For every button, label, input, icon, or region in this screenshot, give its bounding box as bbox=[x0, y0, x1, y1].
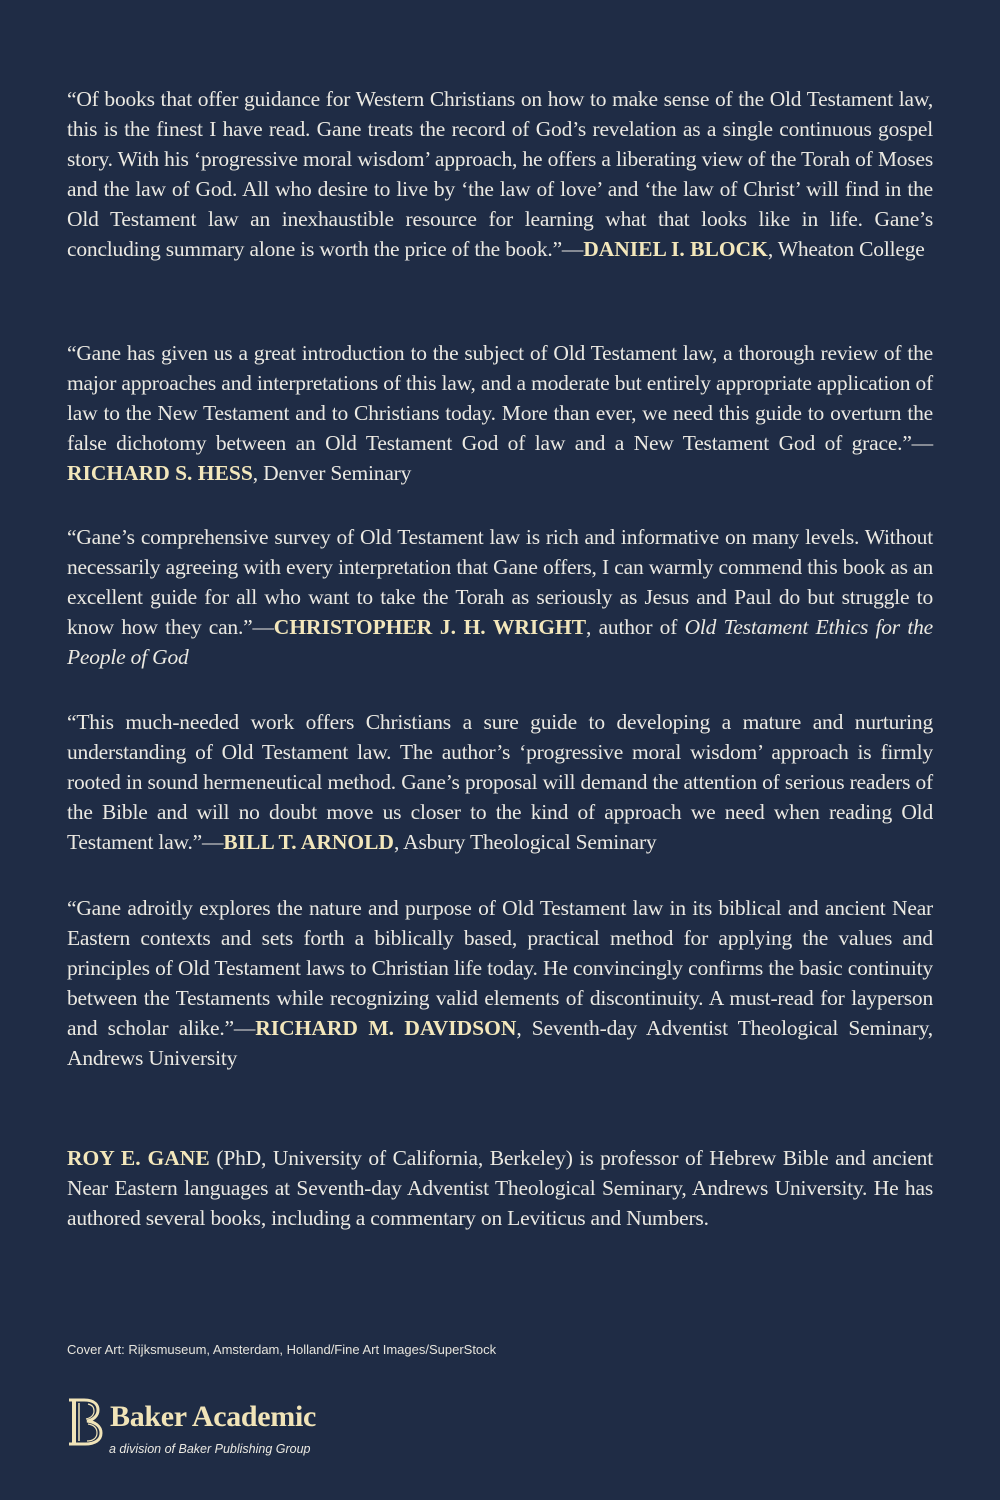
author-bio bbox=[67, 1143, 933, 1233]
endorsement-block bbox=[67, 893, 933, 1073]
endorser-affiliation: , Asbury Theological Seminary bbox=[393, 830, 657, 854]
endorsement-block bbox=[67, 84, 933, 264]
endorsement-block bbox=[67, 338, 933, 488]
endorsement-quote: “Of books that offer guidance for Western Christians on how to make sense of the Old Testament law, this is the finest I have read. Gane treats the record of God’s revelation as a single continuous gospel story. With his ‘progressive moral wisdom’ approach, he offers a liberating view of the Torah of Moses and the law of God. All who desire to live by ‘the law of love’ and ‘the law of Christ’ will find in the Old Testament law an inexhaustible resource for learning what that looks like in life. Gane’s concluding summary alone is worth the price of the book.”— bbox=[67, 87, 933, 261]
cover-art-credit: Cover Art: Rijksmuseum, Amsterdam, Holland/Fine Art Images/SuperStock bbox=[67, 1342, 497, 1357]
endorsement-quote: “This much-needed work offers Christians a sure guide to developing a mature and nurturing understanding of Old Testament law. The author’s ‘progressive moral wisdom’ approach is firmly rooted in sound hermeneutical method. Gane’s proposal will demand the attention of serious readers of the Bible and will no doubt move us closer to the kind of approach we need when reading Old Testament law.”— bbox=[67, 710, 933, 854]
endorser-affiliation: , Denver Seminary bbox=[252, 461, 412, 485]
endorsement-quote: “Gane has given us a great introduction to the subject of Old Testament law, a thorough review of the major approaches and interpretations of this law, and a moderate but entirely appropriate application of law to the New Testament and to Christians today. More than ever, we need this guide to overturn the false dichotomy between an Old Testament God of law and a New Testament God of grace.”— bbox=[67, 341, 933, 455]
endorser-affiliation: , author of bbox=[586, 615, 685, 639]
endorsement-quote: “Gane’s comprehensive survey of Old Testament law is rich and informative on many levels. Without necessarily agreeing with every interpretation that Gane offers, I can warmly commend this book as an excellent guide for all who want to take the Torah as seriously as Jesus and Paul do but struggle to know how they can.”— bbox=[67, 525, 933, 639]
author-name: ROY E. GANE bbox=[67, 1146, 210, 1170]
publisher-subtitle: a division of Baker Publishing Group bbox=[109, 1442, 311, 1456]
endorser-name: DANIEL I. BLOCK bbox=[583, 237, 768, 261]
endorsement-block bbox=[67, 707, 933, 857]
author-bio-text: (PhD, University of California, Berkeley) is professor of Hebrew Bible and ancient Near Eastern languages at Seventh-day Adventist Theological Seminary, Andrews University. He has authored several books, including a commentary on Leviticus and Numbers. bbox=[67, 1146, 934, 1230]
endorser-affiliation: , Wheaton College bbox=[767, 237, 925, 261]
endorser-name: RICHARD M. DAVIDSON bbox=[255, 1016, 517, 1040]
endorser-affiliation-title: Old Testament Ethics for the People of God bbox=[67, 615, 934, 669]
endorsement-block bbox=[67, 522, 933, 672]
endorser-name: BILL T. ARNOLD bbox=[223, 830, 394, 854]
endorser-affiliation: , Seventh-day Adventist Theological Seminary, Andrews University bbox=[67, 1016, 933, 1070]
endorser-name: CHRISTOPHER J. H. WRIGHT bbox=[273, 615, 587, 639]
b-monogram-icon bbox=[66, 1398, 106, 1446]
endorsement-quote: “Gane adroitly explores the nature and purpose of Old Testament law in its biblical and ancient Near Eastern contexts and sets forth a biblically based, practical method for applying the values and principles of Old Testament laws to Christian life today. He convincingly confirms the basic continuity between the Testaments while recognizing valid elements of discontinuity. A must-read for layperson and scholar alike.”— bbox=[67, 896, 933, 1040]
publisher-name: Baker Academic bbox=[110, 1400, 317, 1433]
endorser-name: RICHARD S. HESS bbox=[67, 461, 253, 485]
publisher-logo bbox=[66, 1398, 386, 1468]
